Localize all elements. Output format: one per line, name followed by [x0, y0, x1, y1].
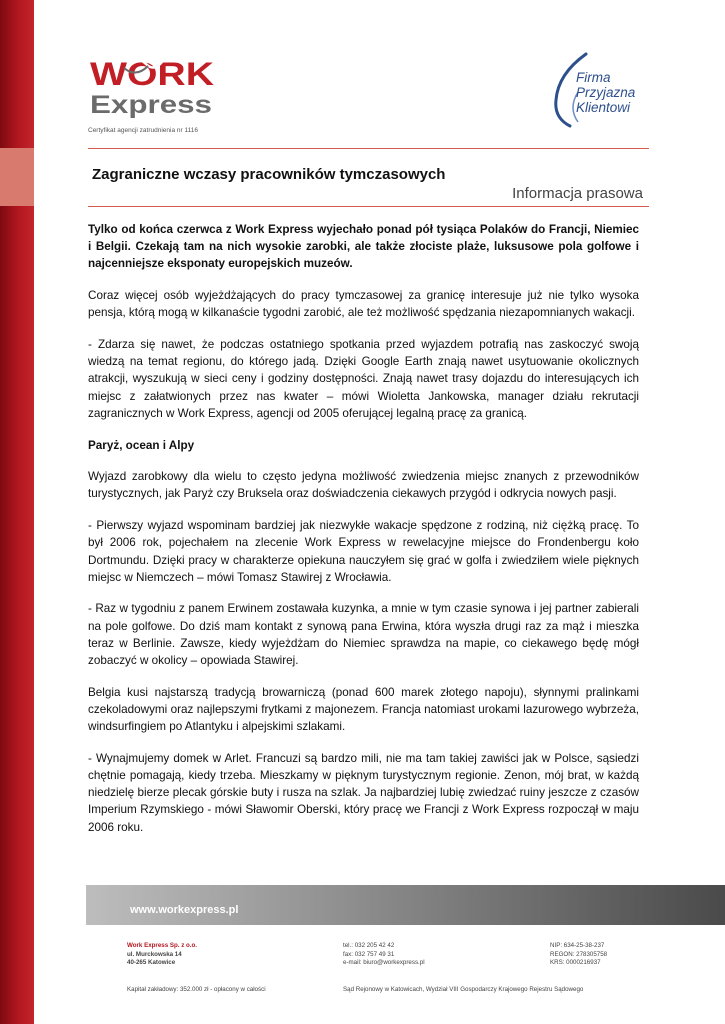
sidebar-accent-block: [0, 148, 34, 206]
fax: fax: 032 757 49 31: [343, 950, 395, 958]
phone: tel.: 032 205 42 42: [343, 942, 395, 949]
footer-contact: [343, 942, 425, 968]
paragraph-1: Coraz więcej osób wyjeżdżających do pracy tymczasowej za granicę interesuje już nie tylko wysoka pensja, którą mogą w kilkanaście tygodni zarobić, ale też możliwość spędzania niezapomnianych wakacji.: [88, 289, 639, 320]
article-body: [88, 221, 639, 850]
footer-registry: [550, 942, 607, 968]
logo-word-express: Express: [90, 91, 212, 119]
paragraph-5: - Raz w tygodniu z panem Erwinem zostawała kuzynka, a mnie w tym czasie synowa i jej partner zabierali na pole golfowe. Do dziś mam kontakt z synową pana Erwina, która wyszła drugi raz za mąż i mieszka teraz w Berlinie. Zawsze, kiedy wyjeżdżam do Niemiec sprawdza na mapie, co ciekawego będę mógł zobaczyć w okolicy – opowiada Stawirej.: [88, 602, 639, 668]
paragraph-4: - Pierwszy wyjazd wspominam bardziej jak niezwykłe wakacje spędzone z rodziną, niż ciężką pracę. To był 2006 rok, pojechałem na zlecenie Work Express w rewelacyjne miejsce do Frondenbergu koło Dortmundu. Dzięki pracy w charakterze opiekuna nauczyłem się grać w golfa i zwiedziłem wiele pięknych miejsc w Niemczech – mówi Tomasz Stawirej z Wrocławia.: [88, 519, 639, 584]
certificate-note: Certyfikat agencji zatrudnienia nr 1116: [88, 127, 198, 134]
nip: NIP: 634-25-38-237: [550, 942, 605, 949]
badge-line-1: Firma: [576, 70, 611, 85]
work-express-logo: [88, 54, 216, 120]
paragraph-3: Wyjazd zarobkowy dla wielu to często jedyna możliwość zwiedzenia miejsc znanych z przewodników turystycznych, jak Paryż czy Bruksela oraz doświadczenia ciekawych przygód i odkrycia nowych pasji.: [88, 470, 639, 501]
city: 40-265 Katowice: [127, 959, 176, 967]
footer-address: [127, 942, 197, 968]
court-registry: Sąd Rejonowy w Katowicach, Wydział VIII Gospodarczy Krajowego Rejestru Sądowego: [343, 986, 584, 993]
title-divider: [88, 206, 649, 207]
section-heading: Paryż, ocean i Alpy: [88, 438, 195, 452]
header-divider: [88, 148, 649, 149]
badge-line-3: Klientowi: [576, 100, 631, 115]
paragraph-6: Belgia kusi najstarszą tradycją browarniczą (ponad 600 marek złotego napoju), słynnymi pralinkami czekoladowymi oraz najlepszymi frytkami z majonezem. Francja natomiast urokami lazurowego wybrzeża, windsurfingiem po Atlantyku i alpejskimi szlakami.: [88, 685, 639, 734]
share-capital: Kapitał zakładowy: 352.000 zł - opłacony w całości: [127, 986, 266, 993]
paragraph-2: - Zdarza się nawet, że podczas ostatniego spotkania przed wyjazdem potrafią nas zaskoczyć swoją wiedzą na temat regionu, do którego jadą. Dzięki Google Earth znają nawet usytuowanie okolicznych atrakcji, wyszukują w sieci ceny i godziny dostępności. Znają nawet trasy dojazdu do interesujących ich miejsc z załatwionych przez nas kwater – mówi Wioletta Jankowska, manager działu rekrutacji zagranicznych w Work Express, agencji od 2005 oferującej legalną pracę za granicą.: [88, 338, 639, 420]
document-type: Informacja prasowa: [512, 185, 643, 202]
krs: KRS: 0000216937: [550, 959, 601, 967]
logo-word-work: WORK: [90, 56, 214, 92]
regon: REGON: 278305758: [550, 950, 608, 958]
company-name: Work Express Sp. z o.o.: [127, 942, 198, 949]
paragraph-7: - Wynajmujemy domek w Arlet. Francuzi są bardzo mili, nie ma tam takiej zawiści jak w Polsce, sąsiedzi chętnie pomagają, kiedy trzeba. Mieszkamy w pięknym turystycznym regionie. Zenon, mój brat, w każdą niedzielę bierze plecak górskie buty i rusza na szlak. Ja najbardziej lubię zwiedzać ruiny jeszcze z czasów Imperium Rzymskiego - mówi Sławomir Oberski, który pracę we Francji z Work Express rozpoczął w maju 2006 roku.: [88, 751, 639, 834]
street: ul. Murckowska 14: [127, 950, 182, 958]
friendly-company-badge: [576, 70, 635, 115]
lead-paragraph: Tylko od końca czerwca z Work Express wyjechało ponad pół tysiąca Polaków do Francji, Niemiec i Belgii. Czekają tam na nich wysokie zarobki, ale także złociste plaże, luksusowe pola golfowe i najcenniejsze eksponaty europejskich muzeów.: [88, 223, 639, 271]
badge-line-2: Przyjazna: [576, 85, 636, 100]
email-link[interactable]: e-mail: biuro@workexpress.pl: [343, 959, 425, 967]
website-link[interactable]: www.workexpress.pl: [130, 904, 239, 916]
page-title: Zagraniczne wczasy pracowników tymczasowych: [92, 166, 446, 183]
